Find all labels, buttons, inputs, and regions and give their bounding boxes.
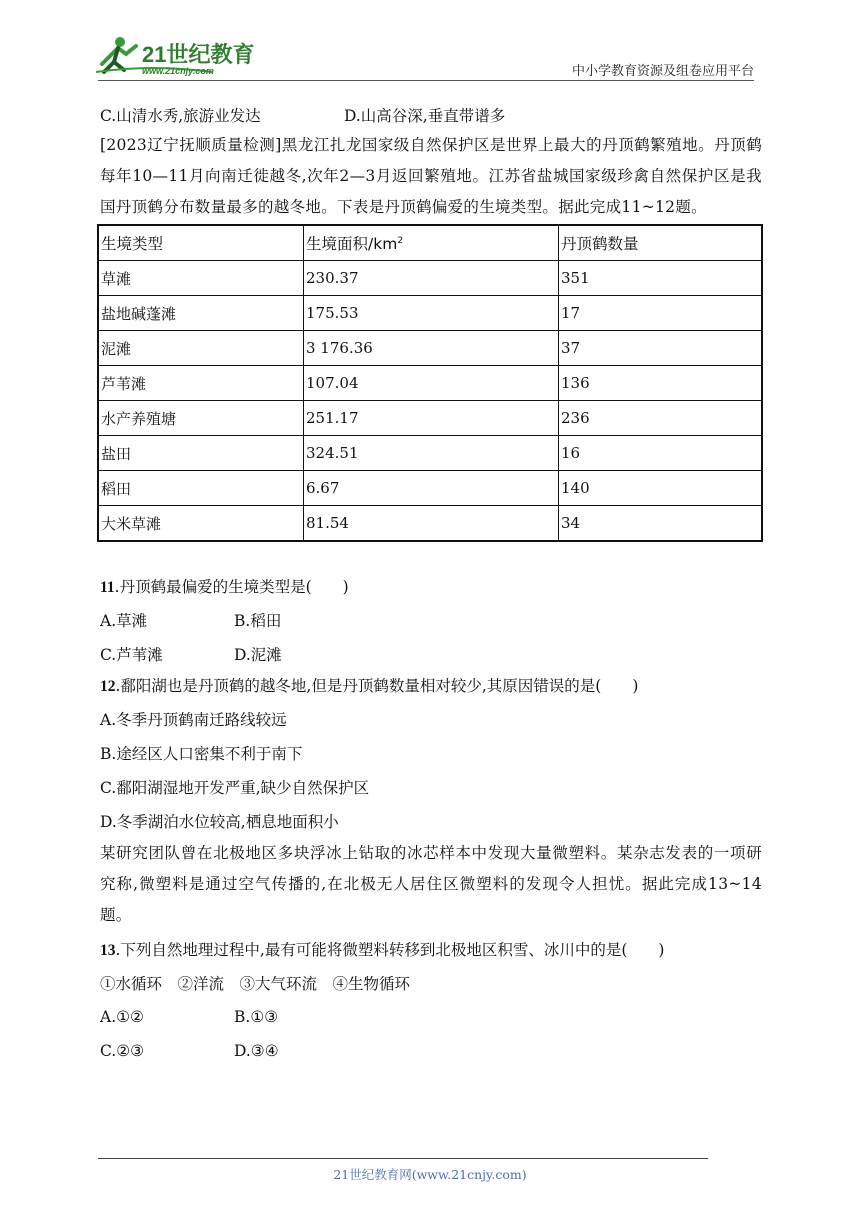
footer-divider [98, 1158, 708, 1159]
q13-options-ab [100, 1000, 762, 1034]
q11-option-c[interactable]: C.芦苇滩 [100, 646, 163, 664]
footer-link[interactable]: 21世纪教育网(www.21cnjy.com) [333, 1167, 527, 1182]
q13-option-d[interactable]: D.③④ [234, 1042, 279, 1060]
header-divider [98, 80, 754, 81]
question-11: 11.丹顶鹤最偏爱的生境类型是( ) [100, 578, 349, 596]
q11-options-ab [100, 603, 762, 637]
header-platform-name: 中小学教育资源及组卷应用平台 [571, 64, 754, 79]
q13-items: ①水循环 ②洋流 ③大气环流 ④生物循环 [100, 975, 411, 993]
table-row: 泥滩 3 176.36 37 [98, 331, 762, 366]
question-12: 12.鄱阳湖也是丹顶鹤的越冬地,但是丹顶鹤数量相对较少,其原因错误的是( ) [100, 677, 639, 695]
q13-option-a[interactable]: A.①② [100, 1008, 144, 1026]
q12-option-d[interactable]: D.冬季湖泊水位较高,栖息地面积小 [100, 813, 339, 831]
prev-options-row [100, 100, 762, 130]
logo-text: 21世纪教育 [142, 42, 255, 67]
passage-intro-2: 某研究团队曾在北极地区多块浮冰上钻取的冰芯样本中发现大量微塑料。某杂志发表的一项研究称,微塑料是通过空气传播的,在北极无人居住区微塑料的发现令人担忧。据此完成13~14题。 [100, 844, 762, 924]
q13-option-b[interactable]: B.①③ [234, 1008, 279, 1026]
table-row: 大米草滩 81.54 34 [98, 506, 762, 542]
col-crane-count: 丹顶鹤数量 [559, 225, 763, 261]
col-habitat-area: 生境面积$/km^2$ [304, 225, 559, 261]
col-habitat-type: 生境类型 [98, 225, 304, 261]
table-header-row [98, 225, 762, 261]
habitat-table [97, 224, 763, 542]
table-row: 稻田 6.67 140 [98, 471, 762, 506]
q11-option-b[interactable]: B.稻田 [234, 612, 282, 630]
question-13: 13.下列自然地理过程中,最有可能将微塑料转移到北极地区积雪、冰川中的是( ) [100, 941, 665, 959]
q12-option-b[interactable]: B.途经区人口密集不利于南下 [100, 745, 303, 763]
table-row: 盐地碱蓬滩 175.53 17 [98, 296, 762, 331]
table-row: 芦苇滩 107.04 136 [98, 366, 762, 401]
table-row: 盐田 324.51 16 [98, 436, 762, 471]
q11-option-a[interactable]: A.草滩 [100, 612, 148, 630]
option-d: D.山高谷深,垂直带谱多 [344, 107, 506, 125]
document-body [100, 100, 762, 1068]
passage-intro-1: [2023辽宁抚顺质量检测]黑龙江扎龙国家级自然保护区是世界上最大的丹顶鹤繁殖地。丹顶鹤每年10—11月向南迁徙越冬,次年2—3月返回繁殖地。江苏省盐城国家级珍禽自然保护区是我国丹顶鹤分布数量最多的越冬地。下表是丹顶鹤偏爱的生境类型。据此完成11~12题。 [100, 136, 762, 216]
q11-option-d[interactable]: D.泥滩 [234, 646, 282, 664]
logo-url: www.21cnjy.com [142, 66, 214, 76]
table-row: 水产养殖塘 251.17 236 [98, 401, 762, 436]
q11-options-cd [100, 637, 762, 671]
option-c: C.山清水秀,旅游业发达 [100, 107, 261, 125]
q13-option-c[interactable]: C.②③ [100, 1042, 145, 1060]
q13-options-cd [100, 1034, 762, 1068]
q12-option-a[interactable]: A.冬季丹顶鹤南迁路线较远 [100, 711, 287, 729]
q12-option-c[interactable]: C.鄱阳湖湿地开发严重,缺少自然保护区 [100, 779, 370, 797]
site-logo[interactable] [92, 34, 262, 78]
table-row: 草滩 230.37 351 [98, 261, 762, 296]
